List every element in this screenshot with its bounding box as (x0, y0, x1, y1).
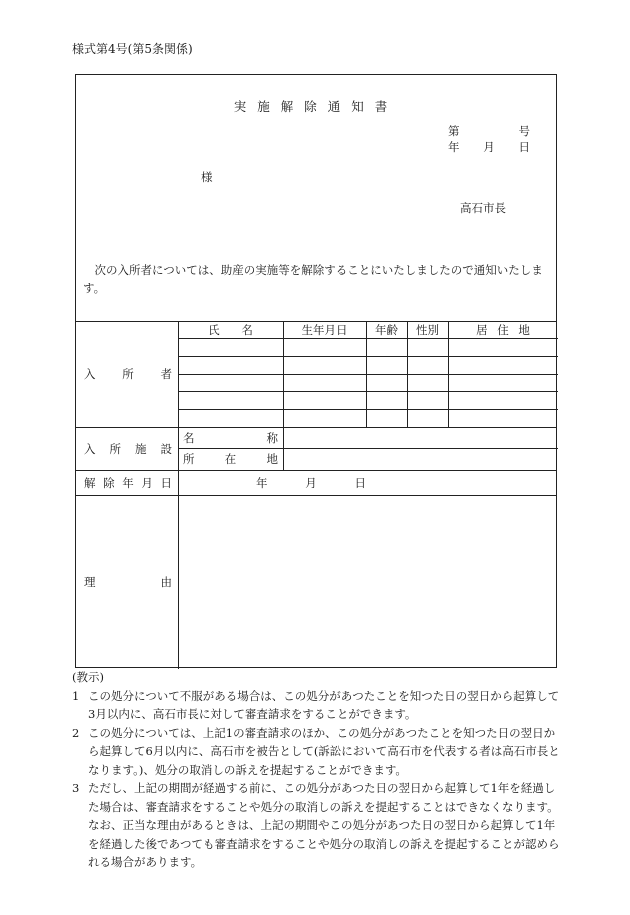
facility-name-label (183, 427, 278, 448)
label-char: 年 (122, 475, 134, 490)
doc-number-suffix: 号 (518, 124, 530, 138)
label-char: 由 (160, 575, 172, 589)
release-month: 月 (305, 475, 317, 490)
label-char: 名 (183, 430, 195, 445)
release-date-label (84, 470, 172, 495)
resident-row-line (178, 391, 558, 392)
label-char: 地 (266, 452, 278, 466)
col-birthdate-header: 生年月日 (301, 322, 348, 337)
instruction-item (72, 724, 562, 780)
label-char: 施 (135, 441, 147, 456)
release-date-value (256, 470, 366, 495)
label-char: 月 (141, 475, 153, 490)
instruction-number: 3 (72, 781, 80, 795)
col-gender-header: 性別 (416, 322, 439, 337)
instruction-number: 2 (72, 725, 80, 740)
addressee-suffix: 様 (201, 170, 213, 184)
label-char: 所 (183, 452, 195, 466)
release-year: 年 (256, 475, 268, 490)
name-column-line (283, 321, 284, 470)
label-char: 日 (160, 475, 172, 490)
document-date (448, 139, 530, 155)
facility-label (84, 427, 172, 470)
issuer-name: 高石市長 (460, 201, 506, 215)
label-char: 称 (266, 430, 278, 445)
label-char: 者 (160, 367, 172, 381)
facility-address-label (183, 448, 278, 470)
resident-row-line (178, 356, 558, 357)
col-age-header: 年齢 (375, 322, 398, 337)
instruction-number: 1 (72, 688, 80, 703)
label-char: 入 (84, 441, 96, 456)
reason-label (84, 495, 172, 669)
doc-date-month: 月 (483, 140, 495, 154)
label-char: 所 (122, 367, 134, 381)
doc-number-prefix: 第 (448, 124, 460, 138)
resident-row-line (178, 374, 558, 375)
form-number: 様式第4号(第5条関係) (72, 42, 193, 56)
instruction-text: ただし、上記の期間が経過する前に、この処分があつた日の翌日から起算して1年を経過した場合は、審査請求をすることや処分の取消しの訴えを提起することはできなくなります。なお、正当な理由があるときは、上記の期間やこの処分があつた日の翌日から起算して1年を経過した後であつても審査請求をすることや処分の取消しの訴えを提起することが認められる場合があります。 (88, 781, 560, 869)
doc-date-day: 日 (518, 140, 530, 154)
label-char: 除 (103, 475, 115, 490)
resident-row-line (178, 409, 558, 410)
document-title: 実施解除通知書 (233, 99, 399, 114)
label-char: 理 (84, 575, 96, 589)
resident-label (84, 321, 172, 427)
label-char: 所 (109, 441, 121, 456)
instruction-item (72, 779, 562, 872)
label-char: 在 (224, 452, 237, 466)
notice-form (75, 74, 557, 668)
label-char: 入 (84, 367, 96, 381)
instruction-section (72, 668, 562, 872)
instruction-text: この処分については、上記1の審査請求のほか、この処分があつたことを知つた日の翌日から起算して6月以内に、高石市を被告として(訴訟において高石市を代表する者は高石市長となります。)、処分の取消しの訴えを提起することができます。 (88, 725, 560, 777)
resident-header-line (178, 338, 558, 339)
release-day: 日 (354, 475, 366, 490)
label-char: 設 (160, 441, 172, 456)
label-column-line (178, 321, 179, 669)
document-number (448, 123, 530, 139)
instruction-text: この処分について不服がある場合は、この処分があつたことを知つた日の翌日から起算して3月以内に、高石市長に対して審査請求をすることができます。 (88, 688, 560, 721)
doc-date-year: 年 (448, 140, 460, 154)
col-name-header: 氏 名 (208, 322, 253, 337)
instruction-item (72, 687, 562, 724)
col-address-header: 居 住 地 (476, 322, 530, 337)
notice-text: 次の入所者については、助産の実施等を解除することにいたしましたので通知いたします。 (83, 263, 543, 295)
label-char: 解 (84, 475, 96, 490)
instruction-heading: (教示) (72, 670, 104, 684)
